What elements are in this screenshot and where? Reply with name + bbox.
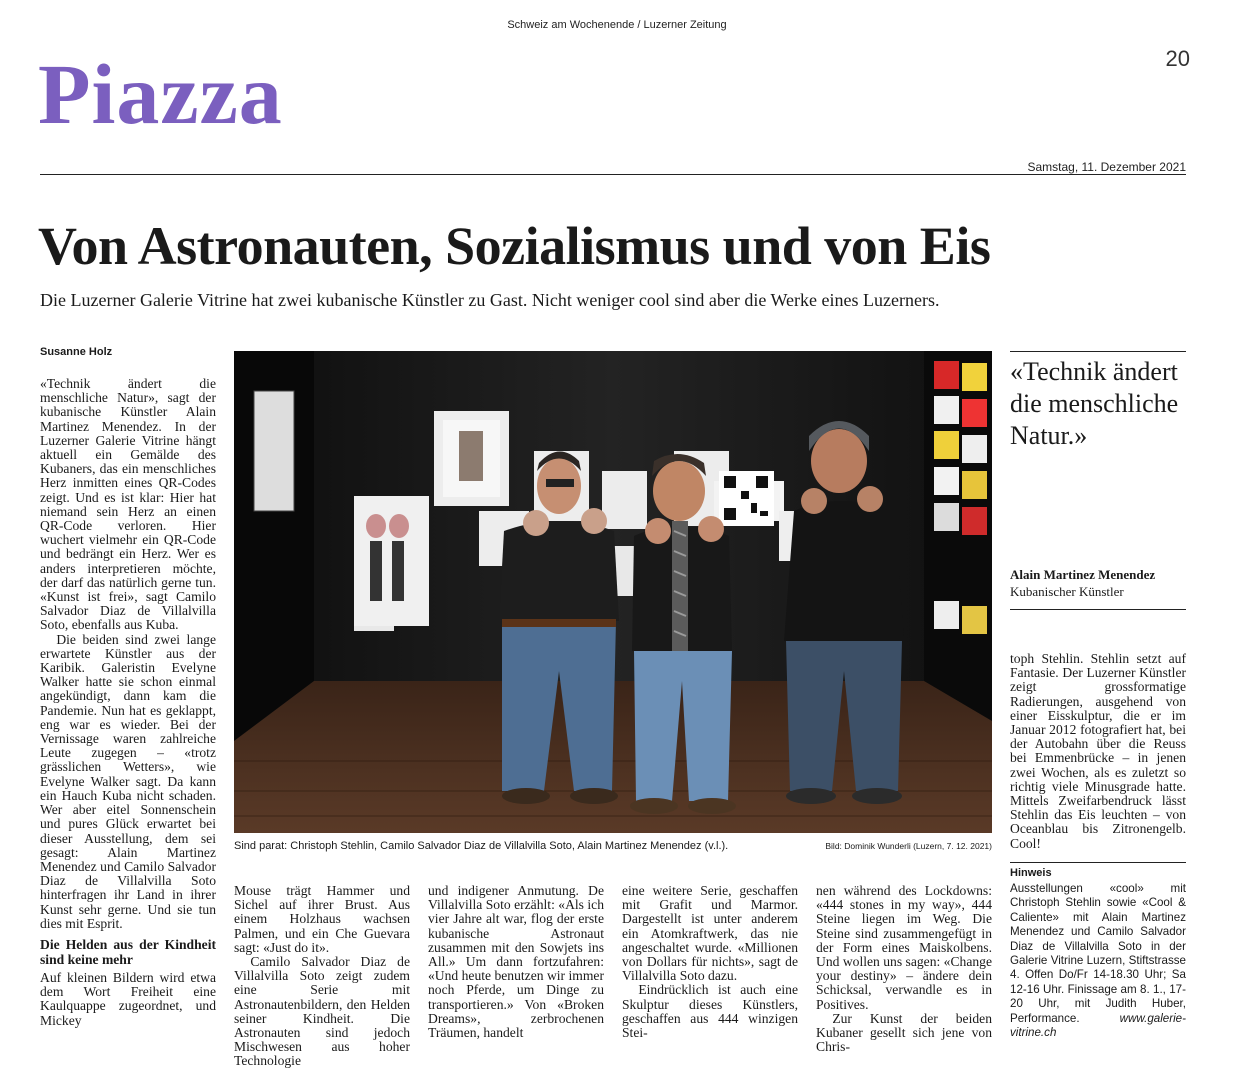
paragraph: und indigener Anmutung. De Villalvilla Soto erzählt: «Als ich vier Jahre alt war, flog der erste kubanische Astronaut zusammen mit den Sowjets ins All.» Um dann fortzufahren: «Und heute benutzen wir immer noch Pferde, um Dinge zu transportieren.» Von «Broken Dreams», zerbrochenen Träumen, handelt <box>428 883 604 1041</box>
photo-caption: Sind parat: Christoph Stehlin, Camilo Salvador Diaz de Villalvilla Soto, Alain Martinez Menendez (v.l.). <box>234 840 729 852</box>
article-column-3 <box>428 884 604 1040</box>
quote-attribution-role: Kubanischer Künstler <box>1010 584 1124 599</box>
hint-title: Hinweis <box>1010 867 1052 879</box>
hint-body: Ausstellungen «cool» mit Christoph Stehlin sowie «Cool & Caliente» mit Alain Martinez Menendez und Camilo Salvador Diaz de Villalvilla Soto in der Galerie Vitrine Luzern, Stiftstrasse 4. Offen Do/Fr 14-18.30 Uhr; Sa 12-16 Uhr. Finissage am 8. 1., 17-20 Uhr, mit Judith Huber, Performance. <box>1010 882 1186 1025</box>
issue-date: Samstag, 11. Dezember 2021 <box>1027 160 1186 174</box>
subheading: Die Helden aus der Kindheit sind keine mehr <box>40 936 216 967</box>
paragraph: Auf kleinen Bildern wird etwa dem Wort Freiheit eine Kaulquappe zugeordnet, und Mickey <box>40 969 216 1028</box>
article-column-4 <box>622 884 798 1040</box>
artists-photo-illustration <box>234 351 992 833</box>
paragraph: «Technik ändert die menschliche Natur», sagt der kubanische Künstler Alain Martinez Menendez. In der Luzerner Galerie Vitrine hängt aktuell ein Gemälde des Kubaners, das ein menschliches Herz inmitten eines QR-Codes zeigt. Und es ist klar: Hier hat niemand sein Herz an einen QR-Code verloren. Hier wuchert vielmehr ein QR-Code und bedrängt ein Herz. Wer es anders interpretieren möchte, der darf das natürlich gerne tun. «Kunst ist frei», sagt Camilo Salvador Diaz de Villalvilla Soto, ebenfalls aus Kuba. <box>40 376 216 633</box>
paragraph: Eindrücklich ist auch eine Skulptur dieses Künstlers, geschaffen aus 444 winzigen Stei- <box>622 982 798 1041</box>
page-number: 20 <box>1165 46 1190 71</box>
photo-credit: Bild: Dominik Wunderli (Luzern, 7. 12. 2021) <box>825 841 992 851</box>
article-column-5 <box>816 884 992 1054</box>
pull-quote: «Technik ändert die menschliche Natur.» <box>1010 357 1179 450</box>
hint-text <box>1010 882 1186 1040</box>
author-byline: Susanne Holz <box>40 346 113 358</box>
quote-bottom-rule <box>1010 609 1186 610</box>
paragraph: toph Stehlin. Stehlin setzt auf Fantasie. Der Luzerner Künstler zeigt grossformatige Radierungen, ausgehend von einer Eisskulptur, die er im Januar 2012 fotografiert hat, bei der Autobahn über die Reuss bei Emmenbrücke – in jenen zwei Wochen, als es zuletzt so richtig viele Minusgrade hatte. Mittels Zweifarbendruck lässt Stehlin das Eis leuchten – von Oceanblau bis Zitronengelb. Cool! <box>1010 651 1186 851</box>
article-column-1 <box>40 377 216 1028</box>
paragraph: Camilo Salvador Diaz de Villalvilla Soto zeigt zudem eine Serie mit Astronautenbildern, den Helden seiner Kindheit. Die Astronauten sind jedoch Mischwesen aus hoher Technologie <box>234 954 410 1069</box>
header-rule <box>40 174 1186 175</box>
gallery-website-link[interactable]: www.galerie-vitrine.ch <box>1010 1011 1186 1040</box>
quote-top-rule <box>1010 351 1186 352</box>
quote-attribution-name: Alain Martinez Menendez <box>1010 567 1156 582</box>
gallery-photo <box>234 351 992 833</box>
hint-top-rule <box>1010 862 1186 863</box>
paragraph: eine weitere Serie, geschaffen mit Grafit und Marmor. Dargestellt ist unter anderem ein Atomkraftwerk, das nie angeschaltet wurde. «Millionen von Dollars für nichts», sagt de Villalvilla Soto dazu. <box>622 883 798 984</box>
article-column-6 <box>1010 652 1186 851</box>
article-column-2 <box>234 884 410 1069</box>
paragraph: Mouse trägt Hammer und Sichel auf ihrer Brust. Aus einem Holzhaus wachsen Palmen, und ein Che Guevara sagt: «Just do it». <box>234 883 410 955</box>
paragraph: Die beiden sind zwei lange erwartete Künstler aus der Karibik. Galeristin Evelyne Walker hatte sie schon einmal angekündigt, dann kam die Pandemie. Nun hat es geklappt, eng war es wieder. Bei der Vernissage waren zahlreiche Leute zugegen – «trotz grässlichen Wetters», wie Evelyne Walker sagt. Da kann ein Hauch Kuba nicht schaden. Wer aber eitel Sonnenschein und pures Glück erwartet bei dieser Ausstellung, dem sei gesagt: Alain Martinez Menendez und Camilo Salvador Diaz de Villalvilla Soto hinterfragen ihr Land in ihrer Kunst sehr gerne. Und sie tun dies mit Esprit. <box>40 631 216 931</box>
paragraph: Zur Kunst der beiden Kubaner gesellt sich jene von Chris- <box>816 1010 992 1055</box>
section-title: Piazza <box>38 46 283 142</box>
publication-name: Schweiz am Wochenende / Luzerner Zeitung <box>507 19 727 31</box>
headline: Von Astronauten, Sozialismus und von Eis <box>38 216 991 276</box>
lead-text: Die Luzerner Galerie Vitrine hat zwei kubanische Künstler zu Gast. Nicht weniger cool sind aber die Werke eines Luzerners. <box>40 290 940 310</box>
paragraph: nen während des Lockdowns: «444 stones in my way», 444 Steine liegen im Weg. Die Steine sind zusammengefügt in der Form eines Maiskolbens. Und wollen uns sagen: «Change your destiny» – ändere dein Schicksal, verwandle es in Positives. <box>816 883 992 1012</box>
